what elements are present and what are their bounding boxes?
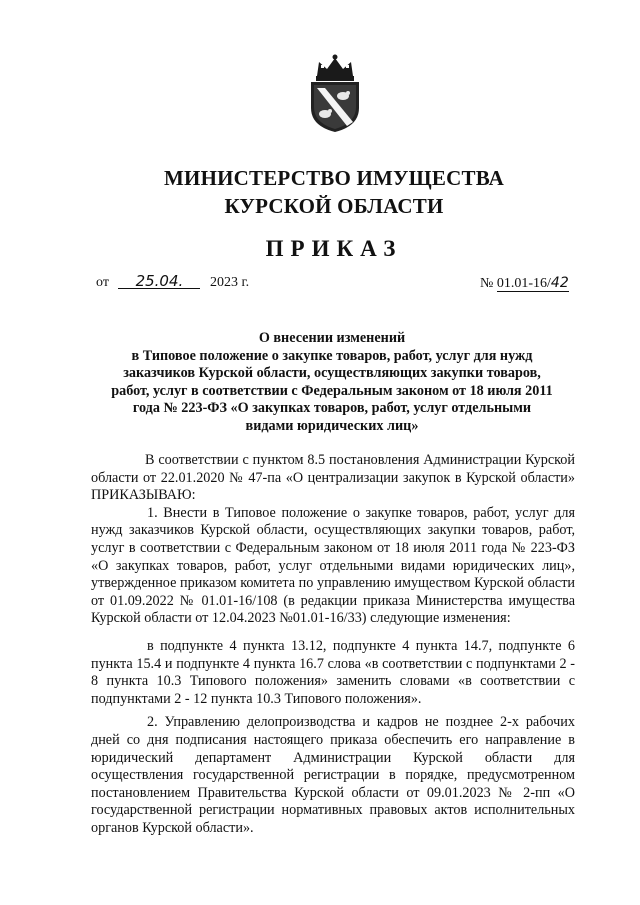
kursk-coat-of-arms-emblem	[299, 52, 371, 134]
date-year: 2023 г.	[209, 275, 250, 290]
item-1-paragraph: 1. Внести в Типовое положение о закупке товаров, работ, услуг для нужд заказчиков Курской области, осуществляющих закупки товаров, работ, услуг в соответствии с Федеральным законом от 18 июля 2011 года № 223-ФЗ «О закупках товаров, работ, услуг отдельными видами юридических лиц», утвержденное приказом комитета по управлению имуществом Курской области от 01.09.2022 № 01.01-16/108 (в редакции приказа Министерства имущества Курской области от 12.04.2023 №01.01-16/33) следующие изменения:	[91, 504, 575, 627]
handwritten-number: 42	[550, 275, 569, 291]
order-body	[91, 452, 575, 837]
document-type-title: ПРИКАЗ	[265, 236, 403, 261]
subject-line: заказчиков Курской области, осуществляющих закупки товаров,	[123, 365, 541, 381]
intro-paragraph: В соответствии с пунктом 8.5 постановления Администрации Курской области от 22.01.2020 № 47-па «О централизации закупок в Курской области» ПРИКАЗЫВАЮ:	[91, 452, 575, 504]
subject-line: года № 223-ФЗ «О закупках товаров, работ, услуг отдельными	[132, 400, 532, 416]
subject-line: О внесении изменений	[258, 330, 406, 346]
subject-line: видами юридических лиц»	[245, 417, 419, 434]
order-subject	[98, 330, 566, 435]
handwritten-date: 25.04.	[118, 274, 200, 289]
ministry-name-line-1: МИНИСТЕРСТВО ИМУЩЕСТВА	[164, 166, 504, 190]
item-1-change-paragraph: в подпункте 4 пункта 13.12, подпункте 4 пункта 14.7, подпункте 6 пункта 15.4 и подпункте 4 пункта 16.7 слова «в соответствии с подпунктами 2 - 8 пункта 10.3 Типового положения» заменить словами «в соответствии с подпунктами 2 - 12 пункта 10.3 Типового положения».	[91, 637, 575, 707]
date-prefix: от	[96, 275, 109, 290]
order-number-line	[480, 275, 569, 292]
order-date-line	[96, 274, 249, 291]
number-printed: 01.01-16/	[496, 276, 551, 291]
subject-line: в Типовое положение о закупке товаров, работ, услуг для нужд	[131, 347, 533, 364]
item-2-paragraph: 2. Управлению делопроизводства и кадров не позднее 2-х рабочих дней со дня подписания настоящего приказа обеспечить его направление в юридический департамент Администрации Курской области для осуществления государственной регистрации в порядке, предусмотренном постановлением Правительства Курской области от 09.01.2023 № 2-пп «О государственной регистрации нормативных правовых актов исполнительных органов Курской области».	[91, 714, 575, 836]
order-number	[497, 276, 569, 292]
number-prefix: №	[480, 276, 494, 291]
ministry-name-line-2: КУРСКОЙ ОБЛАСТИ	[224, 194, 444, 218]
subject-line: работ, услуг в соответствии с Федеральным законом от 18 июля 2011	[111, 382, 553, 399]
